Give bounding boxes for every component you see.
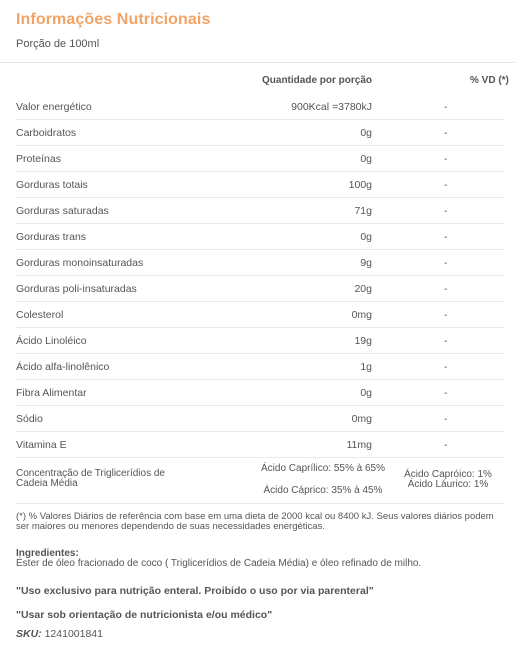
nutrient-vd: - (444, 335, 448, 347)
table-row (0, 354, 515, 380)
nutrient-name: Ácido Linoléico (16, 335, 87, 347)
nutrient-name: Gorduras poli-insaturadas (16, 283, 137, 295)
nutrient-name: Carboidratos (16, 127, 77, 139)
nutrient-name: Gorduras totais (16, 179, 88, 191)
nutrient-quantity: 0mg (351, 309, 372, 321)
table-row (0, 94, 515, 120)
nutrient-vd: - (444, 413, 448, 425)
column-header-quantity: Quantidade por porção (262, 75, 373, 86)
nutrient-name: Fibra Alimentar (16, 387, 87, 399)
column-header-vd: % VD (*) (470, 75, 509, 86)
nutrient-vd: - (444, 127, 448, 139)
nutrient-quantity: 0g (360, 387, 372, 399)
row-divider (16, 503, 505, 504)
table-row (0, 302, 515, 328)
nutrient-name: Gorduras saturadas (16, 205, 109, 217)
nutrient-vd: - (444, 257, 448, 269)
serving-size: Porção de 100ml (16, 38, 100, 50)
enteral-use-note: "Uso exclusivo para nutrição enteral. Proibido o uso por via parenteral" (16, 585, 374, 597)
nutrient-quantity: 0g (360, 231, 372, 243)
nutrient-quantity: 20g (354, 283, 372, 295)
page-title: Informações Nutricionais (16, 11, 211, 28)
nutrient-vd: - (444, 153, 448, 165)
footnote: (*) % Valores Diários de referência com base em uma dieta de 2000 kcal ou 8400 kJ. Seus valores diários podem ser maiores ou menores dependendo de suas necessidades energéticas. (16, 511, 494, 532)
table-row (0, 198, 515, 224)
nutrient-quantity: 0g (360, 153, 372, 165)
nutrient-name: Gorduras monoinsaturadas (16, 257, 144, 269)
nutrient-name: Vitamina E (16, 439, 67, 451)
table-row (0, 224, 515, 250)
nutrient-vd: - (444, 101, 448, 113)
mct-caprico: Ácido Cáprico: 35% à 45% (263, 485, 383, 496)
nutrient-vd: - (444, 179, 448, 191)
table-row (0, 432, 515, 458)
ingredients-label: Ingredientes: (16, 548, 79, 559)
table-row (0, 380, 515, 406)
table-row (0, 172, 515, 198)
nutrient-name: Colesterol (16, 309, 64, 321)
mct-laurico: Ácido Láurico: 1% (407, 479, 489, 490)
nutrient-name: Sódio (16, 413, 43, 425)
nutrient-vd: - (444, 205, 448, 217)
mct-label: Concentração de Triglicerídios de Cadeia Média (16, 468, 165, 489)
nutrient-quantity: 71g (354, 205, 372, 217)
mct-caproico-laurico (393, 470, 503, 490)
table-row (0, 406, 515, 432)
mct-caproico: Ácido Capróico: 1% (404, 469, 492, 480)
sku-label: SKU: (16, 628, 42, 640)
header-divider (0, 62, 515, 63)
nutrient-vd: - (444, 309, 448, 321)
nutrient-vd: - (444, 387, 448, 399)
table-row (0, 328, 515, 354)
nutrient-vd: - (444, 231, 448, 243)
nutrient-name: Gorduras trans (16, 231, 87, 243)
nutrient-name: Ácido alfa-linolênico (16, 361, 110, 373)
nutrient-vd: - (444, 283, 448, 295)
table-row (0, 120, 515, 146)
nutrient-name: Proteínas (16, 153, 61, 165)
sku-value: 1241001841 (44, 628, 103, 640)
mct-caprilico: Ácido Caprílico: 55% à 65% (261, 463, 385, 474)
nutrient-quantity: 0mg (351, 413, 372, 425)
ingredients-text: Éster de óleo fracionado de coco ( Triglicerídios de Cadeia Média) e óleo refinado de milho. (16, 558, 422, 569)
table-row (0, 276, 515, 302)
nutrient-quantity: 1g (360, 361, 372, 373)
nutrient-vd: - (444, 439, 448, 451)
nutrient-quantity: 100g (348, 179, 372, 191)
mct-row (0, 462, 515, 504)
nutrient-vd: - (444, 361, 448, 373)
table-row (0, 250, 515, 276)
nutrient-quantity: 9g (360, 257, 372, 269)
nutrient-quantity: 11mg (346, 439, 372, 451)
nutrient-quantity: 900Kcal =3780kJ (291, 101, 372, 113)
nutrient-quantity: 0g (360, 127, 372, 139)
nutrient-quantity: 19g (354, 335, 372, 347)
row-divider (16, 457, 505, 458)
nutrient-name: Valor energético (16, 101, 92, 113)
orientation-note: "Usar sob orientação de nutricionista e/ou médico" (16, 609, 273, 621)
table-row (0, 146, 515, 172)
sku (16, 628, 103, 640)
